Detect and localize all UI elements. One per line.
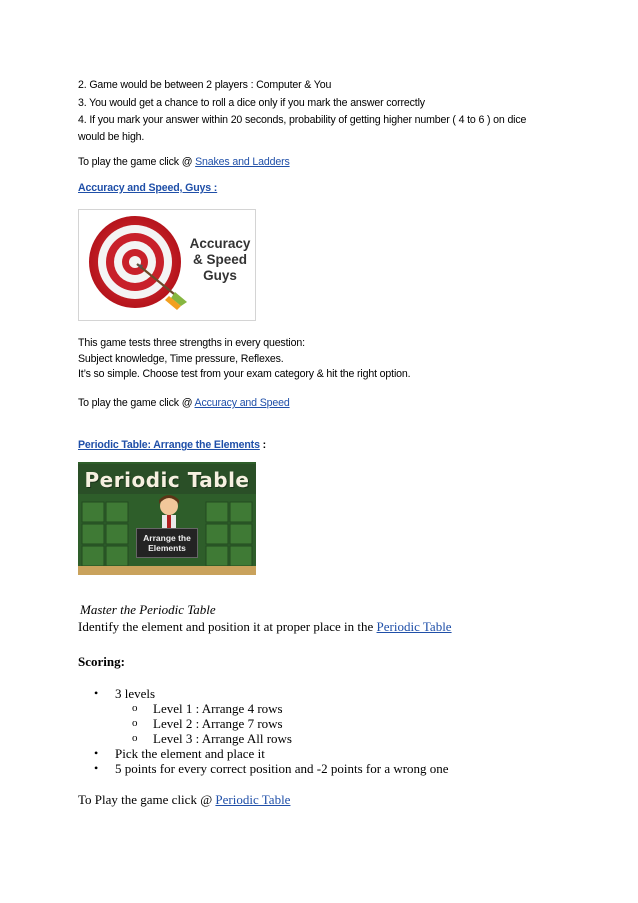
accuracy-image-caption-line: Accuracy bbox=[189, 236, 251, 251]
scoring-item-pick: • Pick the element and place it bbox=[78, 746, 449, 761]
level-item: o Level 2 : Arrange 7 rows bbox=[115, 716, 449, 731]
snakes-and-ladders-link[interactable]: Snakes and Ladders bbox=[195, 156, 290, 168]
periodic-heading-suffix: : bbox=[259, 439, 266, 451]
accuracy-play-prefix: To play the game click @ bbox=[78, 397, 195, 409]
levels-label: 3 levels bbox=[115, 686, 156, 701]
rule-line-2: 2. Game would be between 2 players : Computer & You bbox=[78, 79, 332, 91]
accuracy-and-speed-link[interactable]: Accuracy and Speed bbox=[194, 397, 290, 409]
accuracy-play-line bbox=[78, 396, 290, 410]
levels-sublist bbox=[115, 701, 449, 746]
rule-line-4b: would be high. bbox=[78, 131, 145, 143]
scoring-list bbox=[78, 686, 449, 776]
periodic-image-sign-line: Elements bbox=[148, 543, 186, 553]
accuracy-heading bbox=[78, 181, 217, 195]
snakes-play-prefix: To play the game click @ bbox=[78, 156, 196, 168]
accuracy-image-caption bbox=[185, 236, 255, 284]
periodic-image-title: Periodic Table bbox=[84, 468, 250, 492]
accuracy-speed-guys-image bbox=[78, 209, 256, 321]
rule-line-3: 3. You would get a chance to roll a dice only if you mark the answer correctly bbox=[78, 97, 425, 109]
periodic-heading-link[interactable]: Periodic Table: Arrange the Elements bbox=[78, 439, 260, 451]
snakes-play-line bbox=[78, 155, 290, 169]
scoring-item-levels bbox=[78, 686, 449, 746]
periodic-image-sign bbox=[136, 528, 198, 558]
level-item: o Level 3 : Arrange All rows bbox=[115, 731, 449, 746]
rule-line-4a: 4. If you mark your answer within 20 seconds, probability of getting higher number ( 4 to 6 ) on dice bbox=[78, 114, 527, 126]
periodic-play-prefix: To Play the game click @ bbox=[78, 792, 216, 807]
periodic-instruction bbox=[78, 620, 452, 634]
level-item: o Level 1 : Arrange 4 rows bbox=[115, 701, 449, 716]
accuracy-image-caption-line: & Speed bbox=[192, 252, 247, 267]
periodic-subtitle: Master the Periodic Table bbox=[80, 602, 216, 617]
scoring-item-points: • 5 points for every correct position and -2 points for a wrong one bbox=[78, 761, 449, 776]
periodic-heading bbox=[78, 438, 266, 452]
accuracy-desc-2: Subject knowledge, Time pressure, Reflexes. bbox=[78, 353, 284, 365]
accuracy-desc-1: This game tests three strengths in every question: bbox=[78, 337, 305, 349]
periodic-table-image bbox=[78, 462, 256, 575]
periodic-table-instruction-link[interactable]: Periodic Table bbox=[376, 619, 452, 634]
periodic-instruction-prefix: Identify the element and position it at proper place in the bbox=[78, 619, 377, 634]
periodic-image-sign-line: Arrange the bbox=[143, 533, 191, 543]
periodic-table-play-link[interactable]: Periodic Table bbox=[215, 792, 291, 807]
accuracy-desc-3: It’s so simple. Choose test from your exam category & hit the right option. bbox=[78, 368, 411, 380]
accuracy-image-caption-line: Guys bbox=[203, 268, 237, 283]
scoring-label: Scoring: bbox=[78, 654, 125, 669]
periodic-play-line bbox=[78, 793, 290, 807]
accuracy-heading-link[interactable]: Accuracy and Speed, Guys : bbox=[78, 182, 218, 194]
